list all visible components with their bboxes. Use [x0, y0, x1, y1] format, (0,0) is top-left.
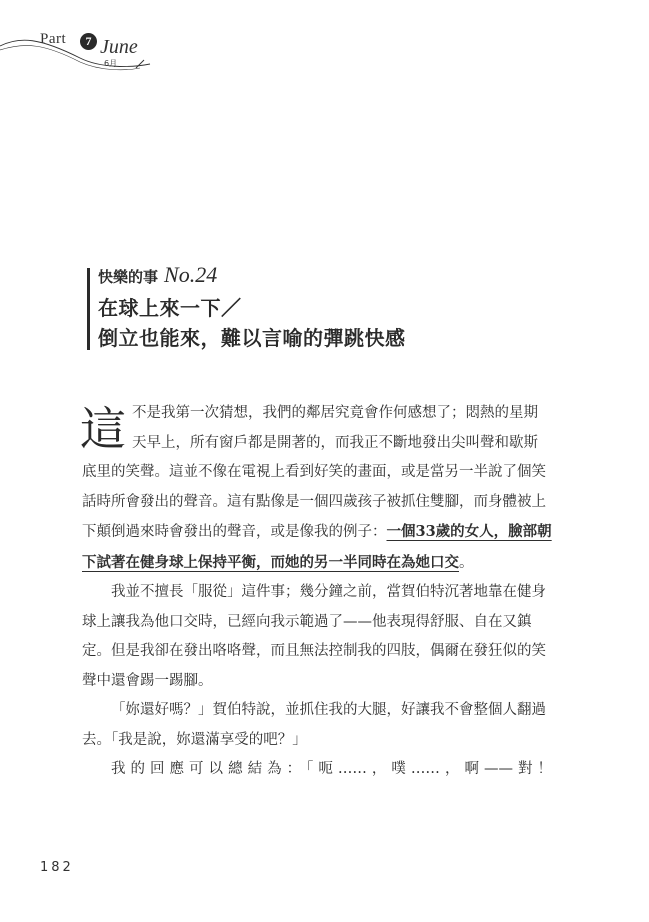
drop-cap: 這 — [80, 402, 126, 456]
chapter-title-line-1: 在球上來一下／ — [98, 296, 242, 320]
month-chinese: 6月 — [104, 59, 118, 68]
paragraph-1-end: 。 — [459, 554, 474, 571]
part-label: Part — [40, 31, 67, 47]
chapter-number: No.24 — [164, 262, 218, 287]
article-body — [82, 399, 552, 785]
paragraph-3: 「妳還好嗎？」賀伯特說，並抓住我的大腿，好讓我不會整個人翻過去。「我是說，妳還滿享受的吧？」 — [82, 702, 546, 748]
emphasized-text: 一個33歲的女人，臉部朝下試著在健身球上保持平衡，而她的另一半同時在為她口交 — [82, 523, 552, 571]
title-accent-bar — [87, 268, 90, 350]
eyebrow-label: 快樂的事 — [98, 268, 159, 286]
paragraph-1-text: 不是我第一次猜想，我們的鄰居究竟會作何感想了；悶熱的星期天早上，所有窗戶都是開著的，而我正不斷地發出尖叫聲和歇斯底里的笑聲。這並不像在電視上看到好笑的畫面，或是當另一半說了個笑話時所會發出的聲音。這有點像是一個四歲孩子被抓住雙腳，而身體被上下顛倒過來時會發出的聲音，或是像我的例子： — [82, 405, 546, 540]
paragraph-4: 我的回應可以總結為：「呃……，噗……，啊——對！ — [111, 761, 552, 777]
paragraph-2: 我並不擅長「服從」這件事；幾分鐘之前，當賀伯特沉著地靠在健身球上讓我為他口交時，已經向我示範過了——他表現得舒服、自在又鎮定。但是我卻在發出咯咯聲，而且無法控制我的四肢，偶爾在發狂似的笑聲中還會踢一踢腳。 — [82, 584, 546, 689]
page-number: 182 — [40, 860, 74, 875]
chapter-title-line-2: 倒立也能來，難以言喻的彈跳快感 — [98, 326, 406, 350]
chapter-eyebrow — [98, 262, 217, 288]
month-english: June — [100, 36, 138, 58]
paragraph-1 — [82, 399, 552, 578]
part-number-badge: 7 — [80, 33, 97, 50]
